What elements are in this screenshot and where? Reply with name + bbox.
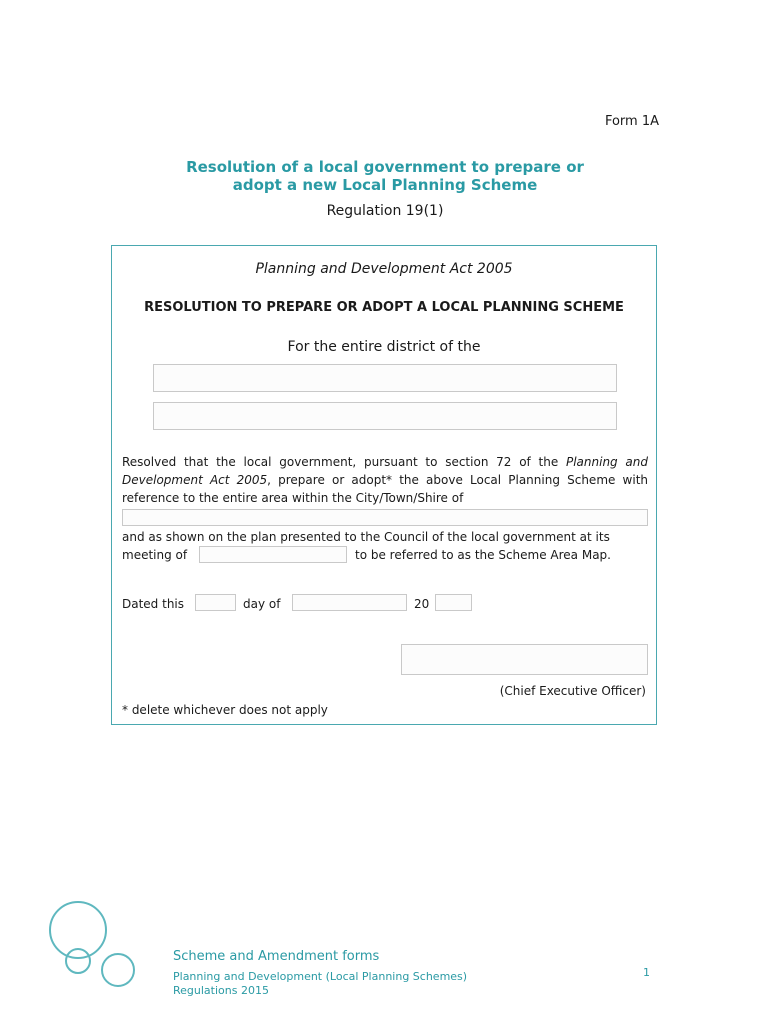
day-of-label: day of xyxy=(243,597,281,611)
district-label: For the entire district of the xyxy=(287,339,481,355)
day-field[interactable] xyxy=(195,594,236,611)
footer-subtitle-line-1: Planning and Development (Local Planning Schemes) xyxy=(173,970,468,983)
footer-title: Scheme and Amendment forms xyxy=(173,949,380,964)
area-field[interactable] xyxy=(122,509,648,526)
year-prefix: 20 xyxy=(414,597,430,611)
district-field-1[interactable] xyxy=(153,364,617,392)
shown-on-plan-text: and as shown on the plan presented to the Council of the local government at its xyxy=(122,530,610,544)
resolved-text-pre: Resolved that the local government, pursuant to section 72 of the xyxy=(122,455,566,469)
form-number: Form 1A xyxy=(604,114,659,129)
title-line-1: Resolution of a local government to prepare or xyxy=(186,158,584,176)
year-field[interactable] xyxy=(435,594,472,611)
resolved-act-name: Planning and Development Act 2005 xyxy=(122,455,648,487)
footer-subtitle-line-2: Regulations 2015 xyxy=(173,984,269,997)
act-name: Planning and Development Act 2005 xyxy=(255,261,513,277)
meeting-date-field[interactable] xyxy=(199,546,347,563)
page-number: 1 xyxy=(643,966,650,979)
dated-label: Dated this xyxy=(122,597,185,611)
page-title xyxy=(0,158,770,194)
ceo-label: (Chief Executive Officer) xyxy=(499,684,646,698)
resolved-text-post: , prepare or adopt* the above Local Planning Scheme with reference to the entire area within the City/Town/Shire of xyxy=(122,473,649,505)
resolution-form-box xyxy=(111,245,657,725)
district-field-2[interactable] xyxy=(153,402,617,430)
form-heading: RESOLUTION TO PREPARE OR ADOPT A LOCAL PLANNING SCHEME xyxy=(144,300,624,315)
title-line-2: adopt a new Local Planning Scheme xyxy=(232,176,538,194)
resolved-paragraph xyxy=(122,453,648,507)
signature-field[interactable] xyxy=(401,644,648,675)
scheme-area-map-text: to be referred to as the Scheme Area Map. xyxy=(355,548,611,562)
meeting-label: meeting of xyxy=(122,548,188,562)
footer-subtitle xyxy=(173,970,467,998)
decorative-circles-icon xyxy=(40,896,140,996)
delete-note: * delete whichever does not apply xyxy=(122,703,328,717)
month-field[interactable] xyxy=(292,594,407,611)
regulation-reference: Regulation 19(1) xyxy=(326,203,444,219)
